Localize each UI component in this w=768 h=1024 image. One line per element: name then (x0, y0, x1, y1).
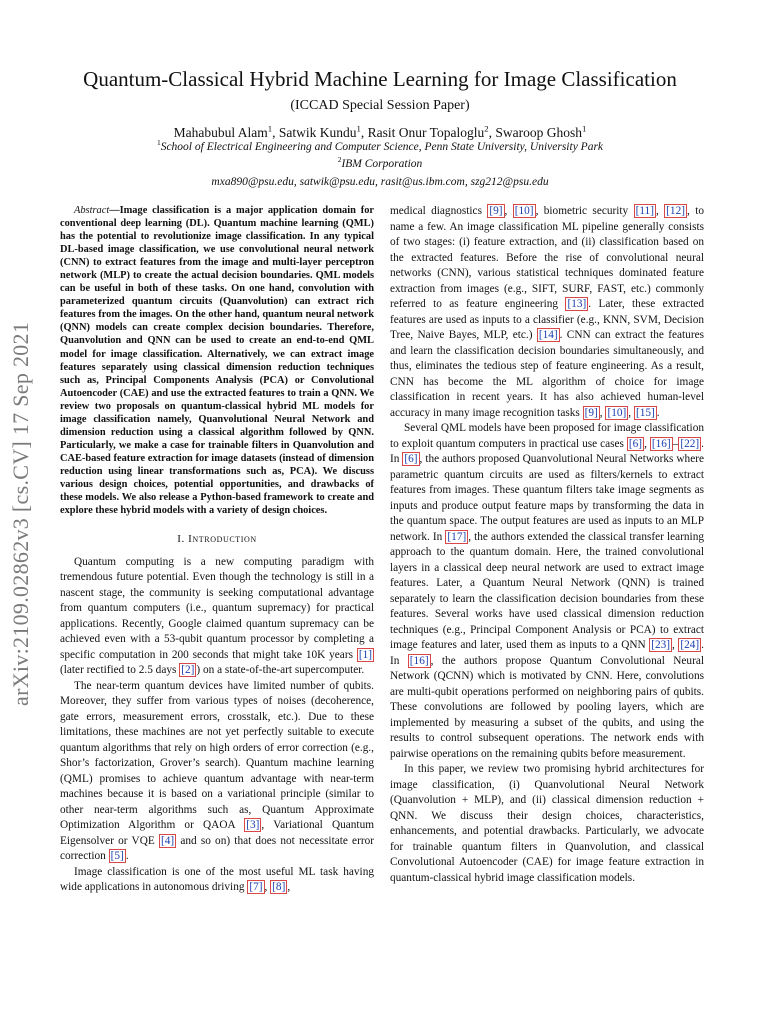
citation-link[interactable]: [11] (635, 205, 654, 217)
affiliation-number: 2 (337, 155, 342, 165)
citation-link[interactable]: [14] (538, 329, 558, 341)
citation-link[interactable]: [16] (409, 654, 429, 667)
author-name: Rasit Onur Topaloglu (367, 125, 485, 140)
body-paragraph (390, 421, 704, 762)
paragraph-text: . CNN can extract the features and learn the classification decision boundaries simultaneously, and thus, eliminates the tedious step of feature engineering. As a result, CNN has become the ML algorithm of choice for image classification in recent years. It has also achieved human-level accuracy in many image recognition tasks (390, 329, 704, 419)
paragraph-text: , the authors extended the classical transfer learning approach to the quantum domain. Here, the trained convolutional layers in a classical deep neural network are used to extract image features. Later, a Quantum Neural Network (QNN) is trained separately to learn the classification decision boundaries from these features. Several works have used classical dimension reduction techniques (e.g., Principal Component Analysis or PCA) to extract image features and later, used them as inputs to a QNN (390, 530, 704, 651)
paragraph-text: medical diagnostics (390, 205, 488, 217)
affiliation-text: IBM Corporation (341, 158, 423, 170)
paragraph-text: , Variational Quantum Eigensolver or VQE (60, 819, 374, 847)
author-name: Satwik Kundu (278, 125, 357, 140)
paragraph-text: , (655, 205, 665, 217)
paragraph-text: , (287, 881, 291, 894)
citation-link[interactable]: [15] (635, 406, 655, 419)
citation-link[interactable]: [24] (680, 639, 700, 651)
paragraph-text: , biometric security (535, 205, 634, 217)
citation-link[interactable]: [6] (628, 437, 643, 450)
citation-link[interactable]: [12] (666, 205, 685, 217)
affiliation-text: School of Electrical Engineering and Computer Science, Penn State University, University Park (160, 141, 604, 153)
body-paragraph (60, 679, 374, 865)
body-paragraph (390, 762, 704, 886)
citation-link[interactable]: [9] (489, 205, 503, 217)
abstract (60, 204, 374, 517)
paragraph-text: . In (390, 639, 704, 667)
paragraph-text: . In (390, 437, 704, 465)
affiliation-number: 1 (156, 138, 161, 148)
paragraph-text: , (264, 881, 271, 894)
affiliation-1 (60, 140, 700, 155)
citation-link[interactable]: [7] (249, 881, 263, 894)
citation-link[interactable]: [16] (651, 437, 671, 450)
paragraph-text: , (504, 205, 513, 217)
affiliation-2 (60, 157, 700, 172)
citation-link[interactable]: [10] (514, 205, 534, 217)
citation-link[interactable]: [10] (607, 406, 627, 419)
author-affiliation-mark: 1 (581, 123, 587, 134)
author-list: Mahabubul Alam$^1$, Satwik Kundu$^1$, Rasit Onur Topaloglu$^2$, Swaroop Ghosh$^1$ (173, 123, 587, 140)
author-affiliation-mark: 1 (267, 123, 273, 134)
author-affiliation-mark: 2 (484, 123, 489, 134)
author-affiliation-mark: 1 (356, 123, 361, 134)
paragraph-text: , the authors propose Quantum Convolutional Neural Network (QCNN) which is motivated by CNN. Here, convolutions are multi-qubit operations performed on neighboring pairs of qubits. These convolutions are followed by pooling layers, which are implemented by measuring a subset of the qubits, and using the results to control subsequent operations. The network ends with pairwise operations on the remaining qubits before measurement. (390, 654, 704, 760)
citation-link[interactable]: [5] (110, 850, 124, 863)
abstract-label: Abstract (74, 205, 110, 216)
citation-link[interactable]: [4] (160, 834, 175, 847)
paragraph-text: Several QML models have been proposed for image classification to exploit quantum computers in practical use cases (390, 422, 704, 450)
paragraph-text: The near-term quantum devices have limited number of qubits. Moreover, they suffer from various types of noises (decoherence, gate errors, measurement errors, crosstalk, etc.). Due to these limitations, these machines are not yet perfectly suitable to execute quantum algorithms that rely on high orders of error correction (e.g., Shor’s factorization, Grover’s search). Quantum machine learning (QML) promises to achieve quantum advantage with near-term machines because it is based on a variational principle (similar to other near-term algorithms such as, Quantum Approximate Optimization Algorithm or QAOA (60, 679, 374, 832)
paragraph-text: , (672, 639, 679, 651)
author-name: Swaroop Ghosh (495, 125, 582, 140)
author-name: Mahabubul Alam (173, 125, 268, 140)
citation-link[interactable]: [1] (358, 648, 372, 661)
paragraph-text: – (672, 437, 679, 450)
paragraph-text: In this paper, we review two promising hybrid architectures for image classification, (i) Quanvolutional Neural Network (Quanvolution + MLP), and (ii) classical dimension reduction + QNN. We discuss their design choices, characteristics, enhancements, and potential drawbacks. Particularly, we advocate for trainable quantum filters in Quanvolution, and classical Convolutional Autoencoder (CAE) for image feature extraction in quantum-classical hybrid image classification models. (390, 763, 704, 884)
citation-link[interactable]: [3] (246, 819, 260, 832)
paragraph-text: , (628, 406, 634, 419)
left-body-text (60, 555, 374, 896)
body-paragraph (390, 204, 704, 421)
author-emails: mxa890@psu.edu, satwik@psu.edu, rasit@us.ibm.com, szg212@psu.edu (211, 176, 549, 188)
right-body-text (390, 204, 704, 886)
paragraph-text: Quantum computing is a new computing paradigm with tremendous future potential. Even though the technology is still in a nascent stage, the community is seeking computational advantage from quantum computers (i.e., quantum supremacy) for practical applications. Recently, Google claimed quantum supremacy can be achieved even with a 53-qubit quantum processor by completing a specific computation in 200 seconds that might take 10K years (60, 555, 374, 661)
paragraph-text: . (125, 850, 129, 863)
paragraph-text: , (599, 406, 606, 419)
paper-subtitle: (ICCAD Special Session Paper) (290, 98, 470, 113)
paragraph-text: . (656, 406, 660, 419)
paragraph-text: (later rectified to 2.5 days (60, 664, 180, 677)
citation-link[interactable]: [13] (567, 298, 587, 310)
body-paragraph (60, 555, 374, 679)
paper-title: Quantum-Classical Hybrid Machine Learning for Image Classification (83, 67, 677, 91)
citation-link[interactable]: [9] (584, 406, 598, 419)
body-paragraph (60, 865, 374, 896)
paragraph-text: , the authors proposed Quanvolutional Neural Networks where parametric quantum circuits are used as filters/kernels to extract features from images. These quantum filters take image segments as inputs and produce output feature maps by transforming the data in the quantum space. The output features are used as inputs to an MLP network. In (390, 453, 704, 543)
abstract-text: —Image classification is a major application domain for conventional deep learning (DL). Quantum machine learning (QML) has the potential to revolutionize image classification. In any typical DL-based image classification, we use convolutional neural network (CNN) to extract features from the image and multi-layer perceptron network (MLP) to create the actual decision boundaries. QML models can be useful in both of these tasks. On one hand, convolution with parameterized quantum circuits (Quanvolution) can extract rich features from the images. On the other hand, quantum neural network (QNN) models can create complex decision boundaries. Therefore, Quanvolution and QNN can be used to create an end-to-end QML model for image classification. Alternatively, we can extract image features separately using classical dimension reduction techniques such as, Principal Components Analysis (PCA) or Convolutional Autoencoder (CAE) and use the extracted features to train a QNN. We review two proposals on quantum-classical hybrid ML models for image classification namely, Quanvolutional Neural Network and dimension reduction using a classical algorithm followed by QNN. Particularly, we make a case for trainable filters in Quanvolution and CAE-based feature extraction for image datasets (instead of dimension reduction using linear transformations such as, PCA). We discuss various design choices, potential opportunities, and drawbacks of these models. We also release a Python-based framework to create and explore these hybrid models with a variety of design choices. (60, 205, 374, 517)
paragraph-text: ) on a state-of-the-art supercomputer. (196, 664, 365, 677)
citation-link[interactable]: [17] (447, 530, 467, 543)
citation-link[interactable]: [22] (680, 437, 700, 450)
right-column (390, 204, 704, 886)
paragraph-text: and so on) that does not necessitate error correction (60, 834, 375, 863)
paragraph-text: . Later, these extracted features are used as inputs to a classifier (e.g., KNN, SVM, Decision Tree, Naive Bayes, MLP, etc.) (390, 298, 705, 341)
section-heading-introduction: I. Introduction (177, 533, 257, 546)
paragraph-text: Image classification is one of the most useful ML task having wide applications in autonomous driving (60, 865, 374, 894)
citation-link[interactable]: [2] (181, 664, 195, 677)
left-column (60, 204, 374, 896)
citation-link[interactable]: [8] (272, 881, 286, 894)
paragraph-text: , (644, 437, 650, 450)
paragraph-text: , to name a few. An image classification ML pipeline generally consists of two stages: (i) feature extraction, and (ii) classification based on the extracted features. Before the rise of convolutional neural networks (CNN), various statistical techniques dominated feature extraction from images (e.g., SIFT, SURF, FAST, etc.) commonly referred to as feature engineering (390, 205, 704, 310)
arxiv-identifier: arXiv:2109.02862v3 [cs.CV] 17 Sep 2021 (8, 321, 33, 706)
citation-link[interactable]: [6] (404, 453, 418, 465)
citation-link[interactable]: [23] (651, 639, 671, 651)
